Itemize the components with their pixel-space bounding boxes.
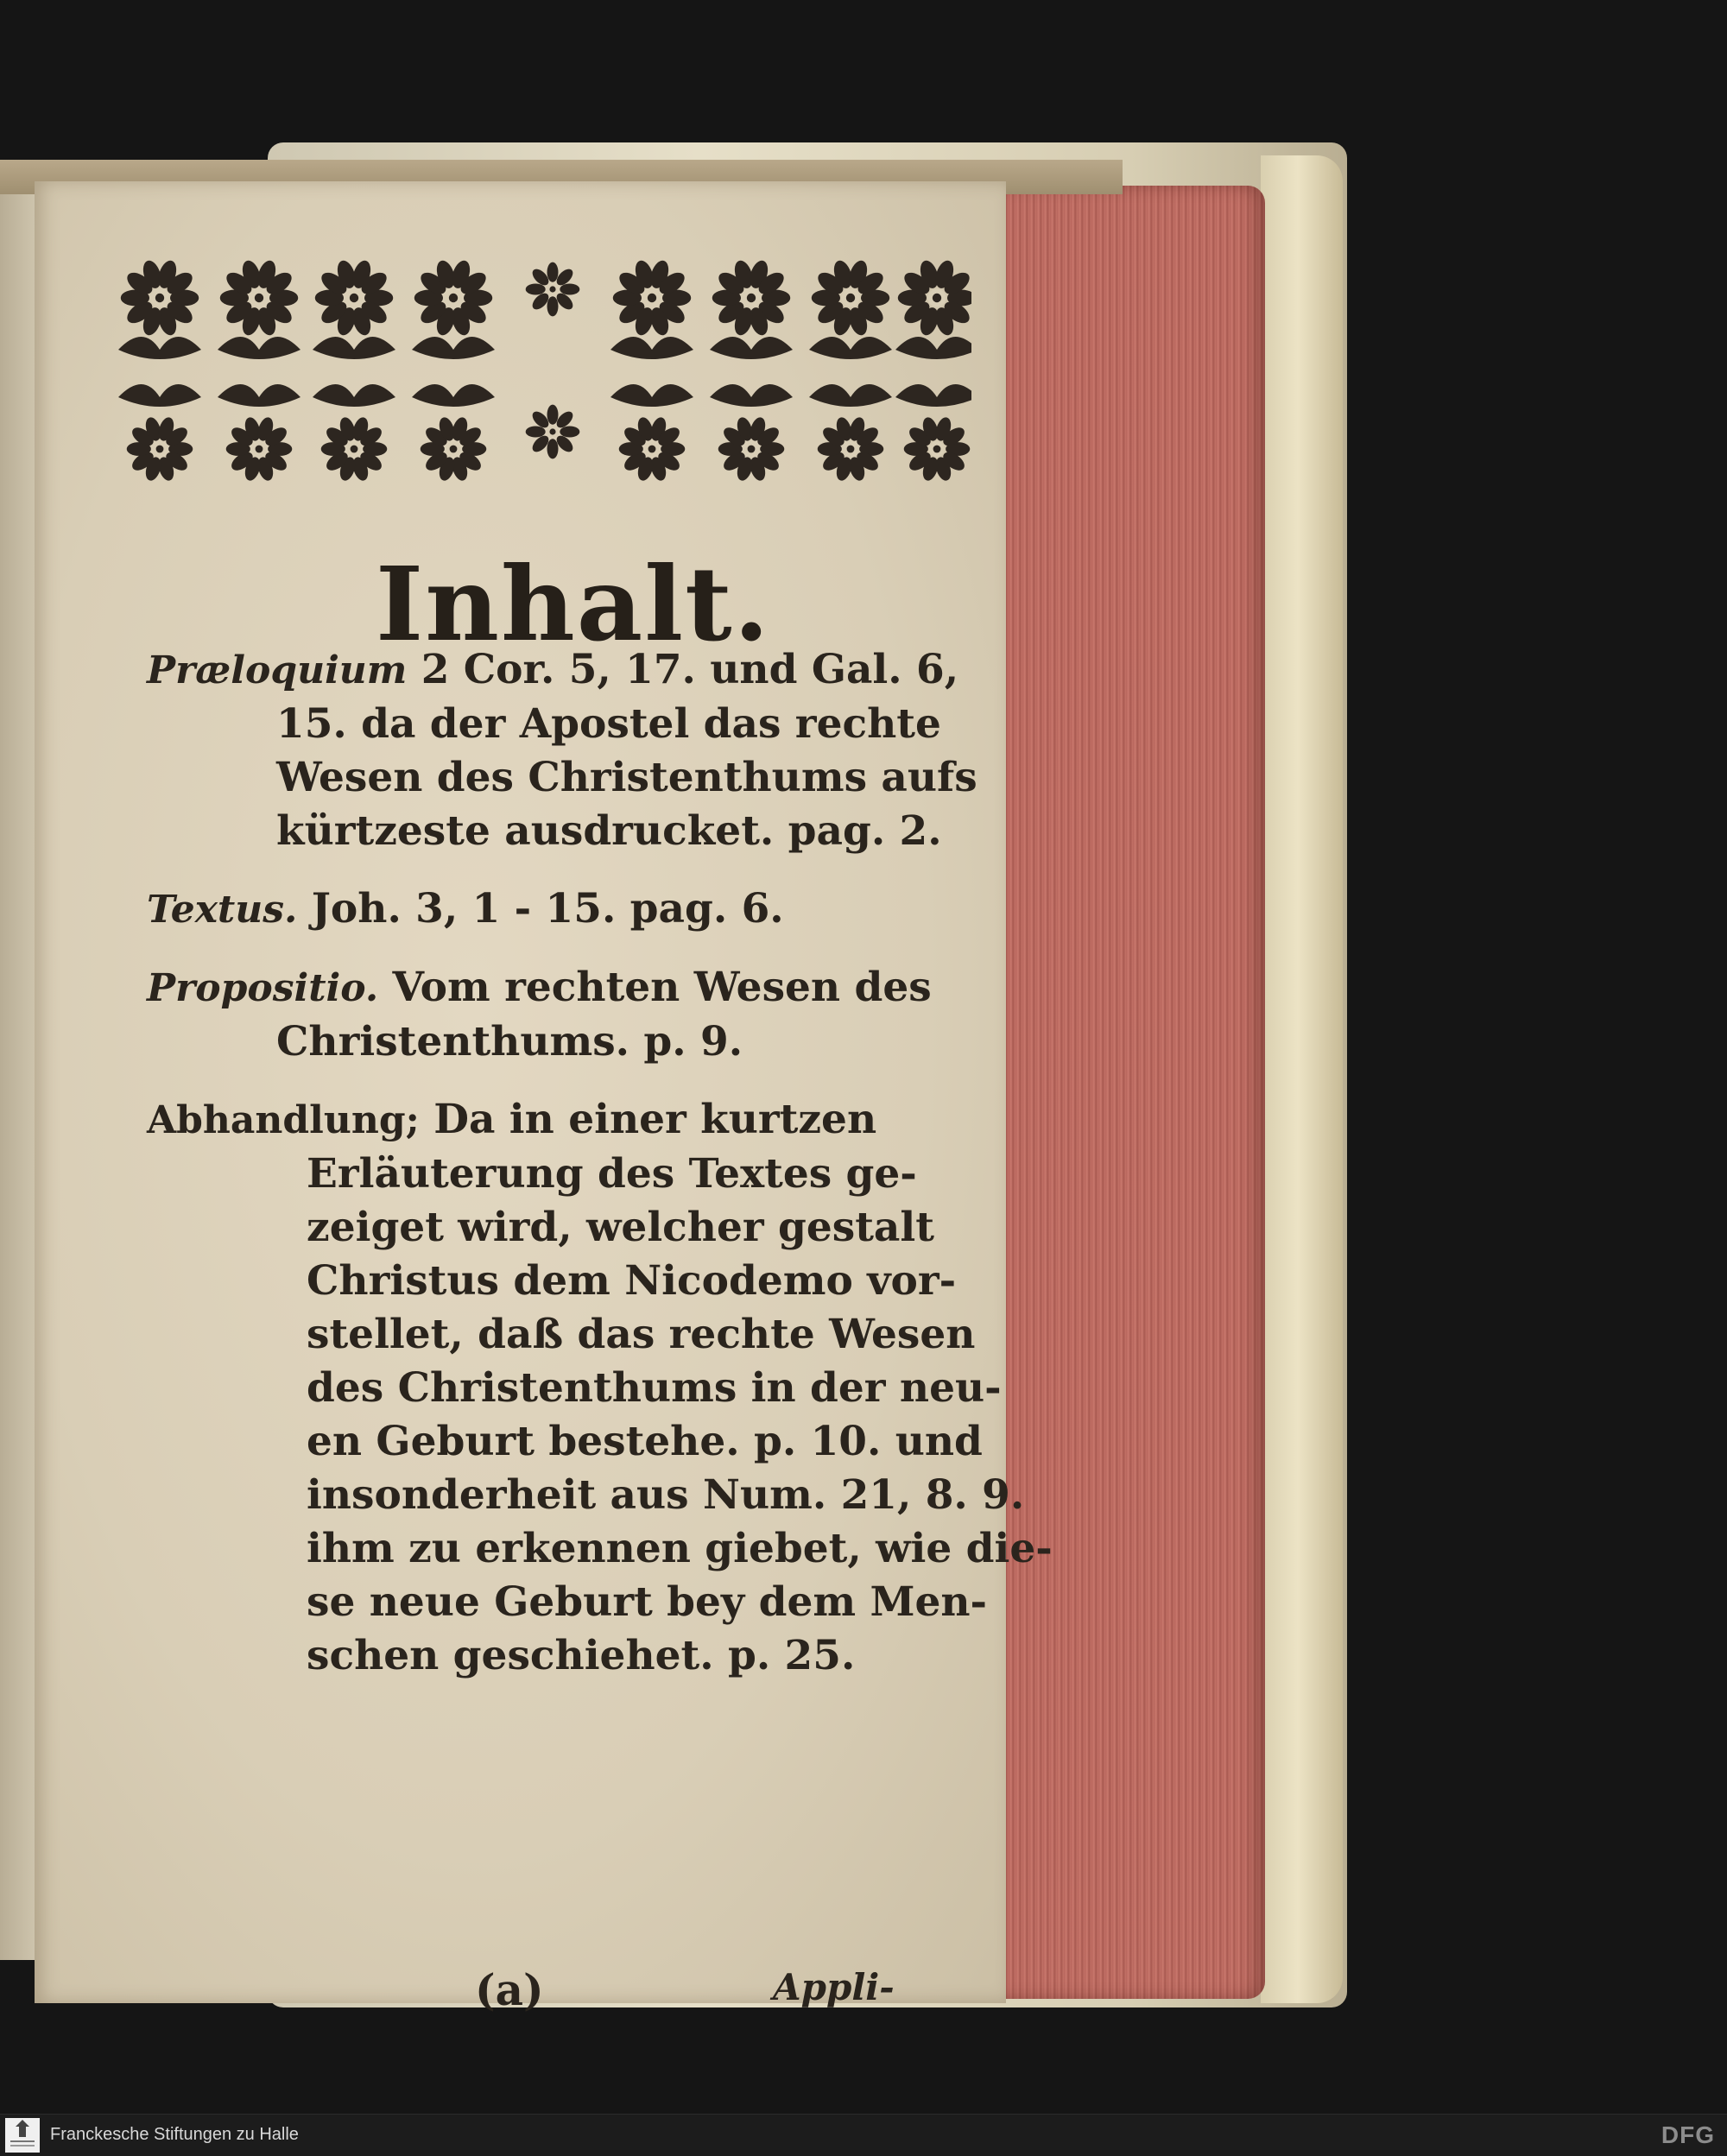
entry-line: Christus dem Nicodemo vor- [307,1257,957,1305]
viewer-footer-bar [0,2114,1727,2156]
entry-head: Propositio. [147,966,379,1010]
toc-entry-abhandlung [147,1093,1053,1683]
toc-entry-praeloquium [147,643,977,858]
table-of-contents [147,643,1053,1707]
entry-line: zeiget wird, welcher gestalt [307,1204,934,1251]
entry-first-line: 2 Cor. 5, 17. und Gal. 6, [407,646,959,693]
institution-name: Franckesche Stiftungen zu Halle [50,2125,299,2144]
entry-line: ihm zu erkennen giebet, wie die- [307,1525,1053,1572]
entry-head: Præloquium [147,648,408,692]
floral-ornament-band [108,229,971,488]
catchword: Appli- [773,1966,895,2008]
entry-line: se neue Geburt bey dem Men- [307,1578,988,1626]
red-fore-edge [1002,186,1265,1999]
entry-first-line: Joh. 3, 1 - 15. pag. 6. [297,885,784,933]
toc-entry-textus [147,882,967,937]
entry-first-line: Vom rechten Wesen des [378,964,932,1011]
entry-line: insonderheit aus Num. 21, 8. 9. [307,1471,1025,1519]
institution-logo-icon [5,2118,40,2153]
entry-line: Erläuterung des Textes ge- [307,1150,917,1198]
entry-head: Textus. [147,888,298,932]
dfg-logo: DFG [1661,2121,1715,2148]
page-title: Inhalt. [376,544,771,664]
entry-line: schen geschiehet. p. 25. [307,1632,856,1679]
book-cover-edge [1261,155,1343,2003]
entry-line: stellet, daß das rechte Wesen [307,1311,976,1358]
entry-line: Christenthums. p. 9. [276,1018,743,1065]
entry-line: kürtzeste ausdrucket. pag. 2. [276,807,942,855]
toc-entry-propositio [147,961,967,1069]
entry-line: en Geburt bestehe. p. 10. und [307,1418,983,1465]
signature-mark: (a) [475,1964,544,2015]
entry-head: Abhandlung; [147,1098,420,1142]
entry-line: des Christenthums in der neu- [307,1364,1002,1412]
entry-line: 15. da der Apostel das rechte [276,700,941,748]
book-page [35,181,1053,2015]
entry-line: Wesen des Christenthums aufs [276,754,977,801]
entry-first-line: Da in einer kurtzen [419,1096,877,1143]
page-footer [35,1964,1006,2025]
